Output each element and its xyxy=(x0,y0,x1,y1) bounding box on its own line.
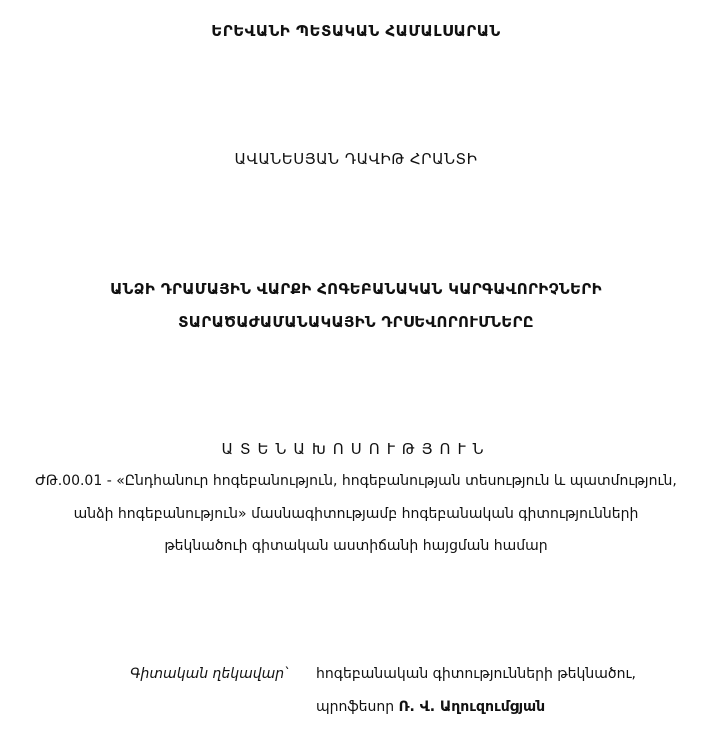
specialty-line-2: անձի հոգեբանություն» մասնագիտությամբ հոգեբանական գիտությունների xyxy=(73,506,639,522)
university-name: ԵՐԵՎԱՆԻ ՊԵՏԱԿԱՆ ՀԱՄԱԼՍԱՐԱՆ xyxy=(211,22,501,40)
advisor-name: Ռ. Վ. Աղուզումցյան xyxy=(398,699,546,715)
specialty-line-3: թեկնածուի գիտական աստիճանի հայցման համար xyxy=(164,538,548,554)
advisor-label: Գիտական ղեկավար՝ xyxy=(130,666,288,682)
author-name: ԱՎԱՆԵՍՅԱՆ ԴԱՎԻԹ ՀՐԱՆՏԻ xyxy=(234,150,478,168)
advisor-title-line xyxy=(316,699,545,715)
specialty-line-1: ԺԹ.00.01 - «Ընդհանուր հոգեբանություն, հոգեբանության տեսություն և պատմություն, xyxy=(35,473,677,489)
abstract-label: ԱՏԵՆԱԽՈՍՈՒԹՅՈՒՆ xyxy=(221,440,491,458)
advisor-degree: հոգեբանական գիտությունների թեկնածու, xyxy=(316,666,636,682)
advisor-title: պրոֆեսոր xyxy=(316,699,395,715)
thesis-title-line-2: ՏԱՐԱԾԱԺԱՄԱՆԱԿԱՅԻՆ ԴՐՍԵՎՈՐՈՒՄՆԵՐԸ xyxy=(178,313,534,331)
thesis-title-line-1: ԱՆՁԻ ԴՐԱՄԱՅԻՆ ՎԱՐՔԻ ՀՈԳԵԲԱՆԱԿԱՆ ԿԱՐԳԱՎՈՐԻՉՆԵՐԻ xyxy=(110,280,602,298)
